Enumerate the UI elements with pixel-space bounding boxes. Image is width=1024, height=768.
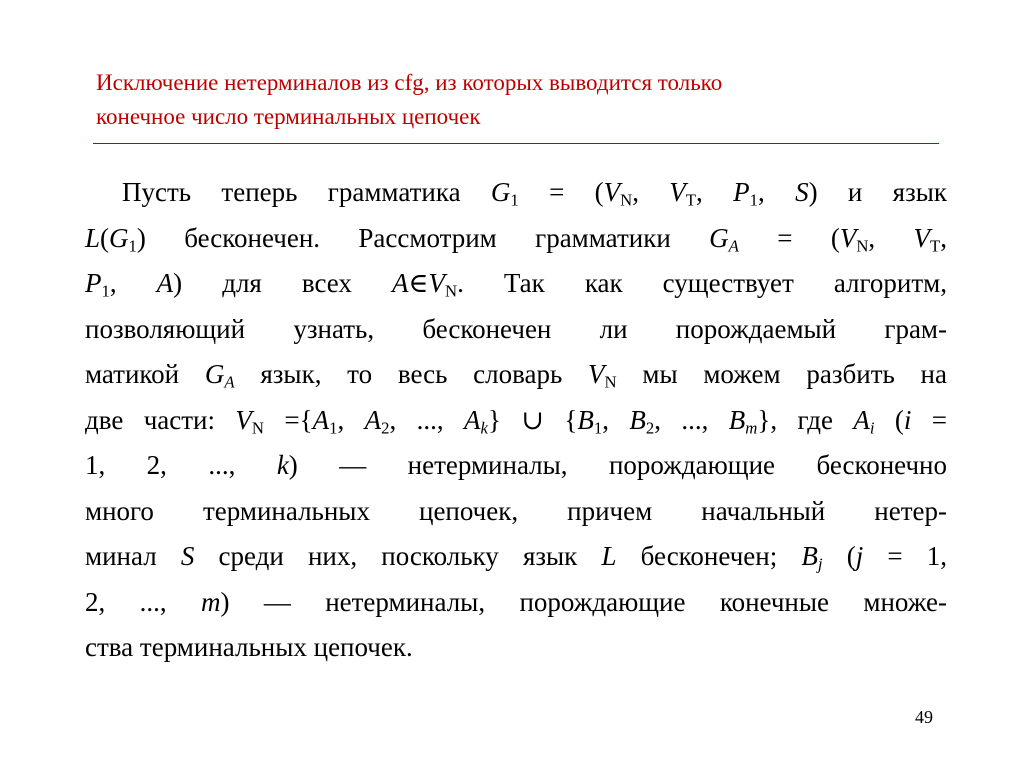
paragraph-line: 1, 2, ..., k) — нетерминалы, порождающие бесконечно [85, 450, 948, 480]
paragraph [85, 170, 947, 671]
paragraph-line: позволяющий узнать, бесконечен ли порождаемый грам- [85, 313, 947, 344]
paragraph-line: матикой $G_A$ язык, то весь словарь $V_N$ мы можем разбить на [85, 359, 947, 392]
slide-title [96, 66, 946, 134]
paragraph-line: минал S среди них, поскольку язык L бесконечен; $B_j$ (j = 1, [85, 541, 948, 574]
paragraph-line: ства терминальных цепочек. [85, 632, 413, 662]
slide-title-line-2: конечное число терминальных цепочек [96, 104, 481, 129]
paragraph-line: Пусть теперь грамматика $G_1 = (V_N$, $V_T$, $P_1$, S) и язык [122, 177, 947, 210]
paragraph-line: $P_1$, A) для всех $A\in V_N$. Так как существует алгоритм, [85, 268, 948, 301]
page-number: 49 [915, 707, 933, 727]
paragraph-line: много терминальных цепочек, причем начальный нетер- [85, 495, 947, 526]
paragraph-line: две части: $V_N =\{A_1$, $A_2$, ..., $A_k$} ∪ {$B_1$, $B_2$, ..., $B_m$}, где $A_i$ (i = [85, 404, 948, 438]
paragraph-line: $L(G_1)$ бесконечен. Рассмотрим грамматики $G_A = (V_N$, $V_T$, [85, 222, 947, 256]
slide-title-line-1: Исключение нетерминалов из cfg, из которых выводится только [96, 70, 723, 95]
paragraph-line: 2, ..., m) — нетерминалы, порождающие конечные множе- [85, 586, 948, 617]
title-divider [93, 143, 939, 144]
